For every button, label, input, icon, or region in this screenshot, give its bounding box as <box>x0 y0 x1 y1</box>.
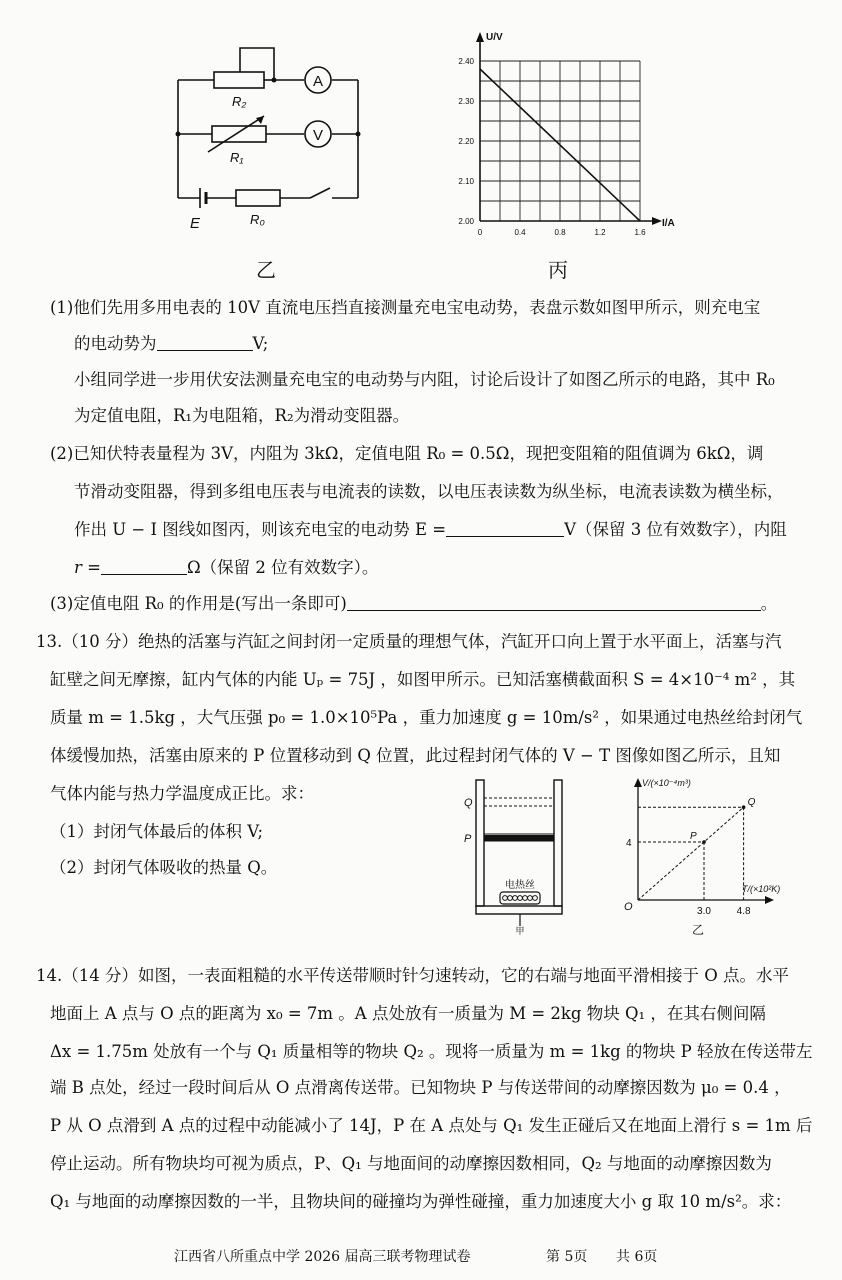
answer-blank-r0-role[interactable] <box>347 592 761 611</box>
heater-coil-loop <box>503 896 508 901</box>
y-tick-label: 2.10 <box>458 177 474 186</box>
q12-part1-line2: 的电动势为 V; <box>74 334 269 353</box>
y-tick-label: 2.30 <box>458 97 474 106</box>
q13-sub1: （1）封闭气体最后的体积 V; <box>50 822 264 841</box>
q13-sub2: （2）封闭气体吸收的热量 Q。 <box>50 858 278 877</box>
x-tick-label: 1.6 <box>634 228 646 237</box>
vt-p-label: P <box>690 831 697 842</box>
x-tick-label: 1.2 <box>594 228 606 237</box>
r2-label: R₂ <box>232 94 247 109</box>
footer-total: 共 6页 <box>616 1249 658 1265</box>
q12-part2-line3: 作出 U − I 图线如图丙，则该充电宝的电动势 E = V（保留 3 位有效数字），内阻 <box>74 520 787 539</box>
cylinder-p-label: P <box>464 833 472 845</box>
q12-part2-line1: (2)已知伏特表量程为 3V，内阻为 3kΩ，定值电阻 R₀ = 0.5Ω，现把变阻箱的阻值调为 6kΩ，调 <box>50 444 764 463</box>
heater-coil-loop <box>528 896 533 901</box>
q14-line3: Δx = 1.75m 处放有一个与 Q₁ 质量相等的物块 Q₂ 。现将一质量为 m = 1kg 的物块 P 轻放在传送带左 <box>50 1042 813 1061</box>
cylinder-caption: 甲 <box>515 926 525 936</box>
e-label: E <box>190 215 201 232</box>
q13-line1: 13.（10 分）绝热的活塞与汽缸之间封闭一定质量的理想气体，汽缸开口向上置于水平面上，活塞与汽 <box>36 632 782 651</box>
y-tick-label: 2.40 <box>458 57 474 66</box>
heater-coil-loop <box>513 896 518 901</box>
vt-xlabel: T/(×10²K) <box>742 884 781 894</box>
heater-coil-loop <box>508 896 513 901</box>
q12-part1-line1: (1)他们先用多用电表的 10V 直流电压挡直接测量充电宝电动势，表盘示数如图甲所示，则充电宝 <box>50 298 761 317</box>
answer-blank-e[interactable] <box>446 518 564 537</box>
ui-xlabel: I/A <box>662 218 675 229</box>
q13-line2: 缸壁之间无摩擦，缸内气体的内能 Uₚ = 75J ，如图甲所示。已知活塞横截面积 S = 4×10⁻⁴ m² ，其 <box>50 670 796 689</box>
vt-caption: 乙 <box>691 923 705 937</box>
ui-ylabel: U/V <box>486 32 503 43</box>
q13-line3: 质量 m = 1.5kg ，大气压强 p₀ = 1.0×10⁵Pa ，重力加速度 g = 10m/s² ，如果通过电热丝给封闭气 <box>50 708 803 727</box>
figure-caption-yi: 乙 <box>256 258 276 282</box>
q14-line4: 端 B 点处，经过一段时间后从 O 点滑离传送带。已知物块 P 与传送带间的动摩擦因数为 μ₀ = 0.4 ， <box>50 1078 791 1097</box>
heater-label: 电热丝 <box>505 880 535 891</box>
q14-line7: Q₁ 与地面的动摩擦因数的一半，且物块间的碰撞均为弹性碰撞，重力加速度大小 g 取 10 m/s²。求： <box>50 1192 792 1211</box>
answer-blank-r[interactable] <box>101 556 187 575</box>
vt-q-label: Q <box>747 797 756 809</box>
vt-point-q <box>742 805 746 809</box>
footer-school: 江西省八所重点中学 2026 届高三联考物理试卷 <box>174 1249 471 1265</box>
ammeter-label: A <box>312 73 324 90</box>
vt-data-line <box>638 807 744 900</box>
q14-line5: P 从 O 点滑到 A 点的过程中动能减小了 14J，P 在 A 点处与 Q₁ 发生正碰后又在地面上滑行 s = 1m 后 <box>50 1116 813 1135</box>
figure-caption-bing: 丙 <box>548 258 568 282</box>
heater-coil-loop <box>533 896 538 901</box>
vt-x-tick-1: 3.0 <box>697 906 711 917</box>
q14-line2: 地面上 A 点与 O 点的距离为 x₀ = 7m 。A 点处放有一质量为 M = 2kg 物块 Q₁ ，在其右侧间隔 <box>50 1004 766 1023</box>
vt-point-p <box>702 840 706 844</box>
q13-line5: 气体内能与热力学温度成正比。求： <box>50 784 314 803</box>
cylinder-figure <box>456 776 586 936</box>
q14-line6: 停止运动。所有物块均可视为质点，P、Q₁ 与地面间的动摩擦因数相同，Q₂ 与地面的动摩擦因数为 <box>50 1154 772 1173</box>
vt-graph <box>618 774 818 944</box>
q13-line4: 体缓慢加热，活塞由原来的 P 位置移动到 Q 位置，此过程封闭气体的 V − T 图像如图乙所示，且知 <box>50 746 781 765</box>
y-tick-label: 2.00 <box>458 217 474 226</box>
q12-part3: (3)定值电阻 R₀ 的作用是(写出一条即可) 。 <box>50 594 778 613</box>
q12-intro-line1: 小组同学进一步用伏安法测量充电宝的电动势与内阻，讨论后设计了如图乙所示的电路，其中 R₀ <box>74 370 775 389</box>
q12-part2-line2: 节滑动变阻器，得到多组电压表与电流表的读数，以电压表读数为纵坐标，电流表读数为横坐标， <box>74 482 784 501</box>
r1-label: R₁ <box>230 150 244 165</box>
vt-x-tick-2: 4.8 <box>736 906 751 917</box>
vt-y-tick: 4 <box>626 838 632 849</box>
footer-page: 第 5页 <box>546 1249 588 1265</box>
x-tick-label: 0.8 <box>554 228 566 237</box>
cylinder-q-label: Q <box>464 797 473 809</box>
vt-ylabel: V/(×10⁻⁴m³) <box>642 778 691 788</box>
q14-line1: 14.（14 分）如图，一表面粗糙的水平传送带顺时针匀速转动，它的右端与地面平滑相接于 O 点。水平 <box>36 966 789 985</box>
heater-coil-loop <box>518 896 523 901</box>
q12-intro-line2: 为定值电阻，R₁为电阻箱，R₂为滑动变阻器。 <box>74 406 410 425</box>
q12-part2-line4: r = Ω（保留 2 位有效数字）。 <box>74 558 379 577</box>
heater-coil-loop <box>523 896 528 901</box>
ui-graph <box>440 26 680 246</box>
x-tick-label: 0 <box>477 228 483 237</box>
r0-label: R₀ <box>250 212 265 227</box>
y-tick-label: 2.20 <box>458 137 474 146</box>
answer-blank-emf[interactable] <box>157 332 253 351</box>
circuit-diagram <box>170 38 370 248</box>
vt-origin: O <box>624 901 633 913</box>
voltmeter-label: V <box>312 127 324 144</box>
x-tick-label: 0.4 <box>514 228 526 237</box>
